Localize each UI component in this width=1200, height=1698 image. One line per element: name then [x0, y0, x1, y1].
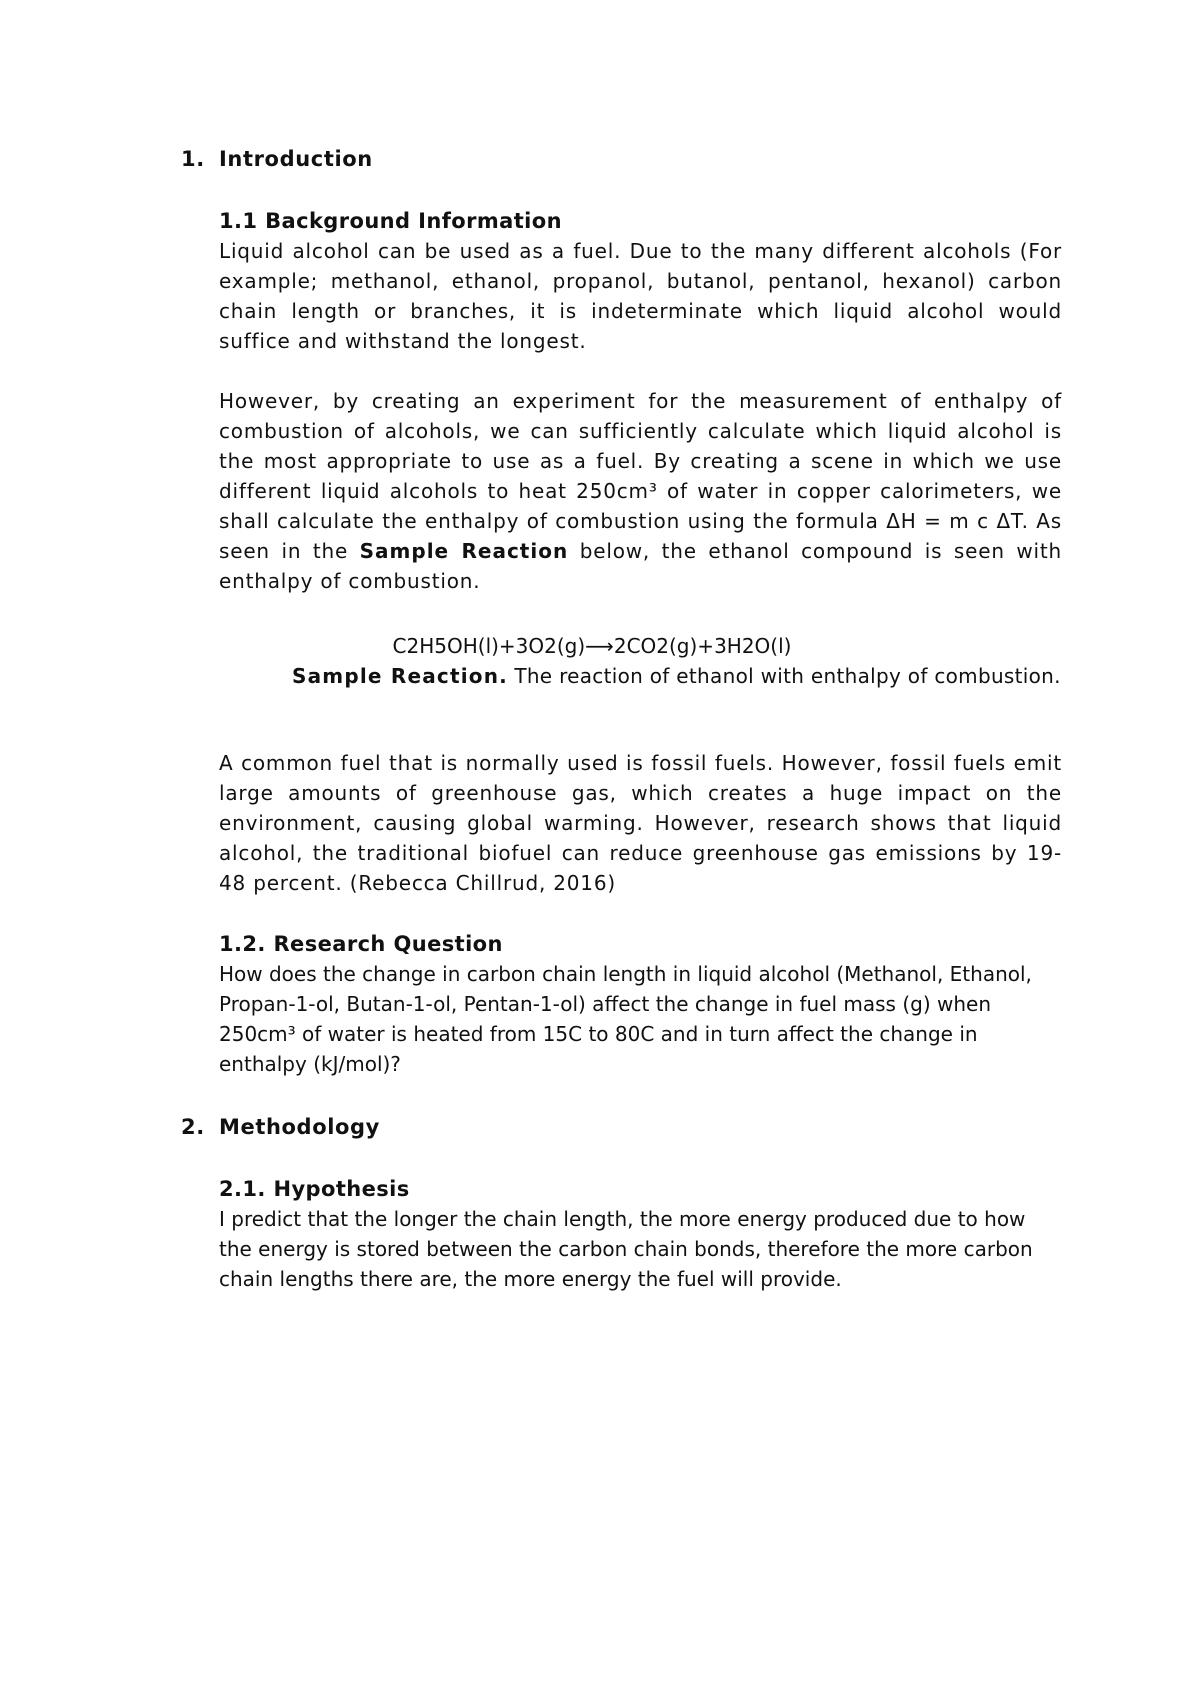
- research-question-text: How does the change in carbon chain length in liquid alcohol (Methanol, Ethanol, Propan-1-ol, Butan-1-ol, Pentan-1-ol) affect the change in fuel mass (g) when 250cm³ of water is heated from 15C to 80C and in turn affect the change in enthalpy (kJ/mol)?: [219, 962, 1032, 1076]
- subsection-1-1-heading: 1.1 Background Information: [219, 209, 562, 233]
- reaction-equation-text: C2H5OH(l)+3O2(g)⟶2CO2(g)+3H2O(l): [392, 634, 792, 658]
- section-2-heading: [181, 1112, 380, 1142]
- section-2-title: Methodology: [219, 1115, 380, 1139]
- section-1-number: 1.: [181, 147, 205, 171]
- reaction-equation: [0, 631, 1200, 661]
- caption-text: The reaction of ethanol with enthalpy of combustion.: [514, 664, 1061, 688]
- section-2-number: 2.: [181, 1115, 205, 1139]
- section-1-heading: [181, 144, 373, 174]
- subsection-2-1-heading: 2.1. Hypothesis: [219, 1177, 410, 1201]
- background-paragraph-3: A common fuel that is normally used is fossil fuels. However, fossil fuels emit large amounts of greenhouse gas, which creates a huge impact on the environment, causing global warming. However, research shows that liquid alcohol, the traditional biofuel can reduce greenhouse gas emissions by 19-48 percent. (Rebecca Chillrud, 2016): [219, 751, 1062, 895]
- sample-reaction-caption: [146, 661, 1062, 691]
- section-1-title: Introduction: [219, 147, 373, 171]
- subsection-1-2-heading: 1.2. Research Question: [219, 932, 503, 956]
- sample-reaction-reference: Sample Reaction: [359, 539, 569, 563]
- hypothesis-text: I predict that the longer the chain length, the more energy produced due to how the energy is stored between the carbon chain bonds, therefore the more carbon chain lengths there are, the more energy the fuel will provide.: [219, 1207, 1033, 1291]
- background-paragraph-2-text-a: However, by creating an experiment for the measurement of enthalpy of combustion of alcohols, we can sufficiently calculate which liquid alcohol is the most appropriate to use as a fuel. By creating a scene in which we use different liquid alcohols to heat 250cm³ of water in copper calorimeters, we shall calculate the enthalpy of combustion using the formula ΔH = m c ΔT. As seen in the: [219, 389, 1062, 563]
- caption-label: Sample Reaction.: [292, 664, 508, 688]
- background-paragraph-1: Liquid alcohol can be used as a fuel. Due to the many different alcohols (For example; methanol, ethanol, propanol, butanol, pentanol, hexanol) carbon chain length or branches, it is indeterminate which liquid alcohol would suffice and withstand the longest.: [219, 239, 1062, 353]
- background-paragraph-2-text-b: below, the ethanol compound is seen with enthalpy of combustion.: [219, 539, 1062, 593]
- background-paragraph-2: [219, 386, 1062, 596]
